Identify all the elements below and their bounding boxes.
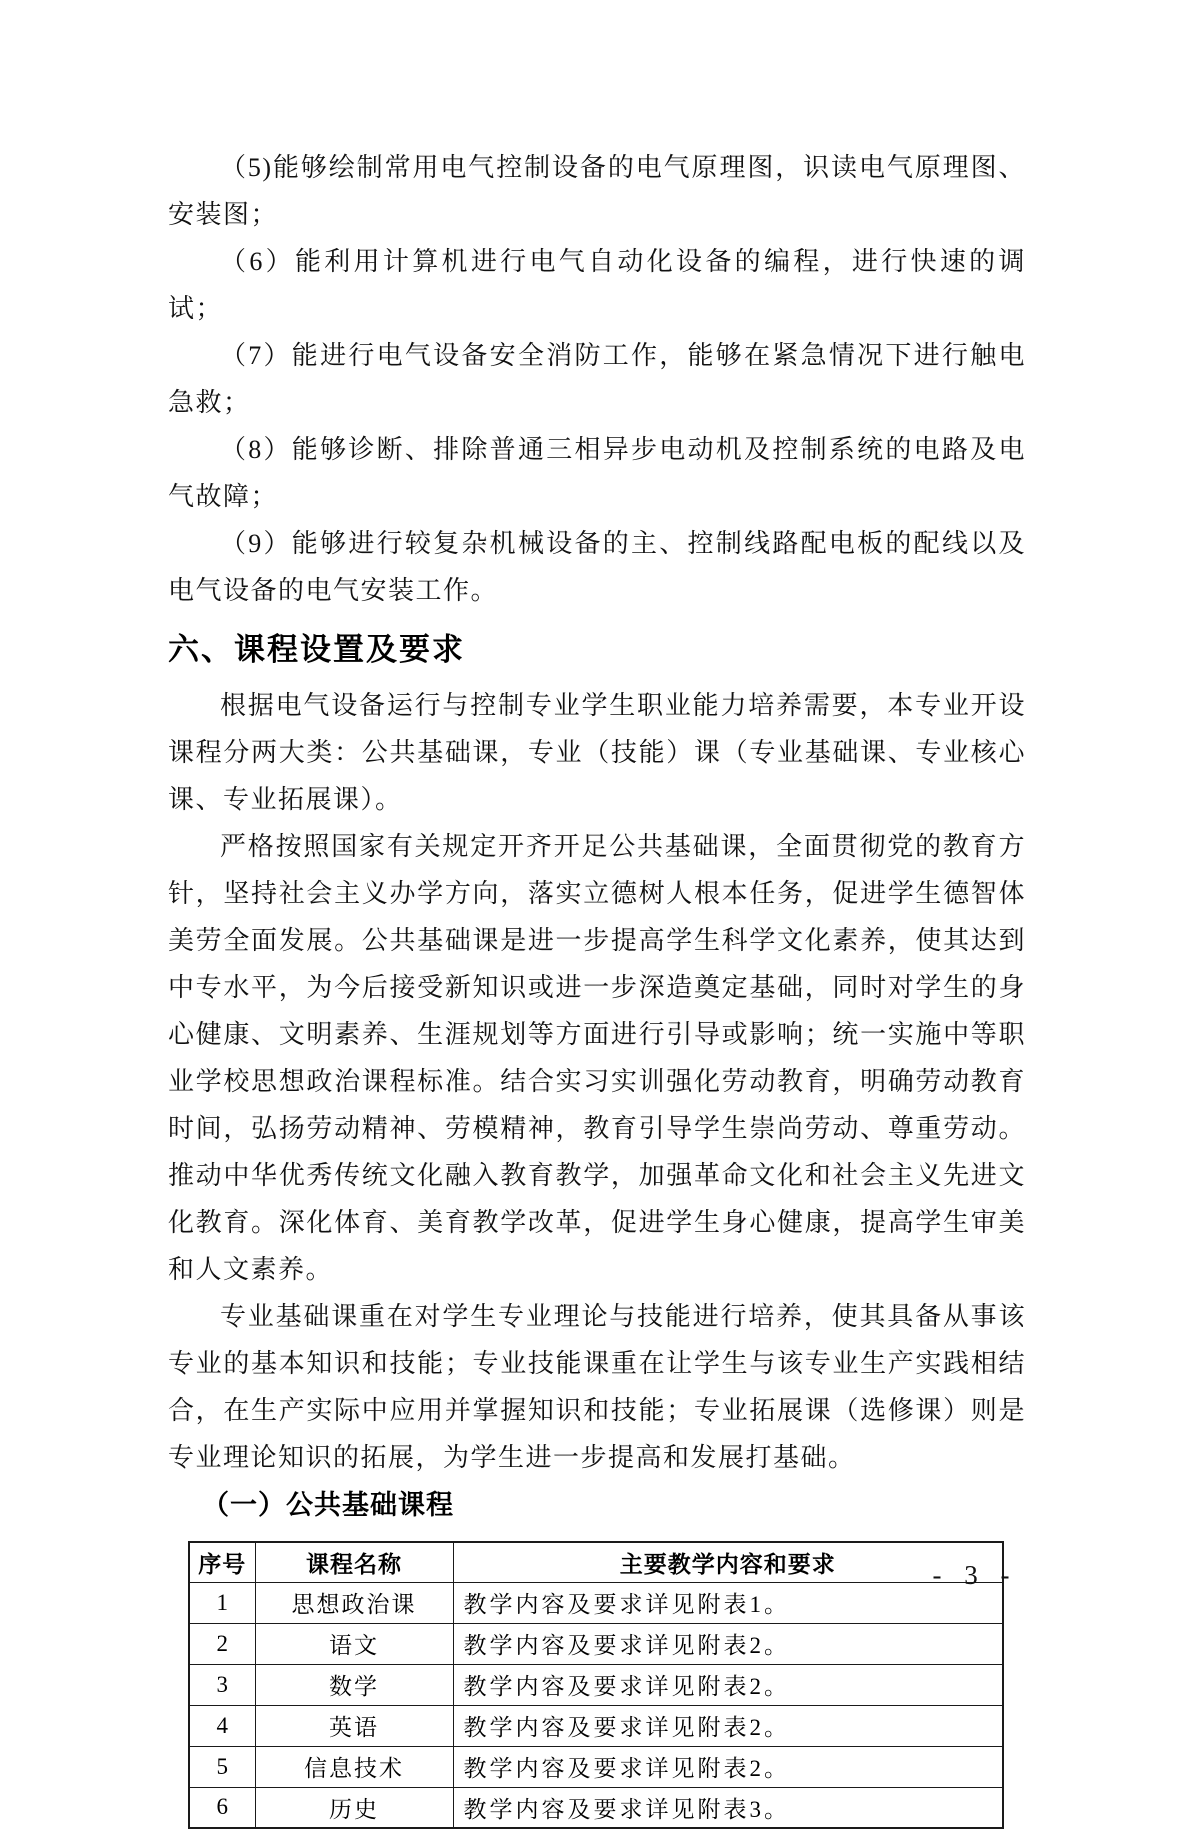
paragraph-public-basic-courses: 严格按照国家有关规定开齐开足公共基础课，全面贯彻党的教育方针，坚持社会主义办学方向，落实立德树人根本任务，促进学生德智体美劳全面发展。公共基础课是进一步提高学生科学文化素养，使其达到中专水平，为今后接受新知识或进一步深造奠定基础，同时对学生的身心健康、文明素养、生涯规划等方面进行引导或影响；统一实施中等职业学校思想政治课程标准。结合实习实训强化劳动教育，明确劳动教育时间，弘扬劳动精神、劳模精神，教育引导学生崇尚劳动、尊重劳动。推动中华优秀传统文化融入教育教学，加强革命文化和社会主义先进文化教育。深化体育、美育教学改革，促进学生身心健康，提高学生审美和人文素养。 xyxy=(168,832,1026,1284)
table-row xyxy=(189,1582,1003,1623)
table-header-content: 主要教学内容和要求 xyxy=(453,1542,1003,1582)
paragraph-overview: 根据电气设备运行与控制专业学生职业能力培养需要，本专业开设课程分两大类：公共基础课，专业（技能）课（专业基础课、专业核心课、专业拓展课）。 xyxy=(168,691,1026,814)
intro-item-5: （5)能够绘制常用电气控制设备的电气原理图，识读电气原理图、安装图； xyxy=(168,153,1026,229)
row-course: 数学 xyxy=(255,1664,453,1705)
paragraph-professional-courses: 专业基础课重在对学生专业理论与技能进行培养，使其具备从事该专业的基本知识和技能；专业技能课重在让学生与该专业生产实践相结合，在生产实际中应用并掌握知识和技能；专业拓展课（选修课）则是专业理论知识的拓展，为学生进一步提高和发展打基础。 xyxy=(168,1302,1026,1472)
row-course: 思想政治课 xyxy=(255,1582,453,1623)
row-course: 语文 xyxy=(255,1623,453,1664)
public-basic-course-table xyxy=(188,1541,1004,1829)
table-row xyxy=(189,1664,1003,1705)
intro-item-8: （8）能够诊断、排除普通三相异步电动机及控制系统的电路及电气故障； xyxy=(168,435,1026,511)
row-content: 教学内容及要求详见附表2。 xyxy=(453,1664,1003,1705)
row-course: 历史 xyxy=(255,1787,453,1828)
row-no: 6 xyxy=(189,1787,255,1828)
document-content xyxy=(168,144,1026,1829)
row-no: 1 xyxy=(189,1582,255,1623)
row-content: 教学内容及要求详见附表1。 xyxy=(453,1582,1003,1623)
page-number: - 3 - xyxy=(932,1560,1018,1590)
row-no: 3 xyxy=(189,1664,255,1705)
table-header-course: 课程名称 xyxy=(255,1542,453,1582)
row-content: 教学内容及要求详见附表2。 xyxy=(453,1746,1003,1787)
intro-item-7: （7）能进行电气设备安全消防工作，能够在紧急情况下进行触电急救； xyxy=(168,341,1026,417)
row-course: 信息技术 xyxy=(255,1746,453,1787)
table-row xyxy=(189,1746,1003,1787)
row-content: 教学内容及要求详见附表2。 xyxy=(453,1623,1003,1664)
row-no: 5 xyxy=(189,1746,255,1787)
subsection-heading: （一）公共基础课程 xyxy=(202,1490,454,1520)
table-row xyxy=(189,1787,1003,1828)
table-header-row xyxy=(189,1542,1003,1582)
table-row xyxy=(189,1623,1003,1664)
table-header-no: 序号 xyxy=(189,1542,255,1582)
intro-item-6: （6）能利用计算机进行电气自动化设备的编程，进行快速的调试； xyxy=(168,247,1026,323)
table-row xyxy=(189,1705,1003,1746)
intro-item-9: （9）能够进行较复杂机械设备的主、控制线路配电板的配线以及电气设备的电气安装工作。 xyxy=(168,529,1026,605)
section-heading: 六、课程设置及要求 xyxy=(168,632,465,667)
row-content: 教学内容及要求详见附表2。 xyxy=(453,1705,1003,1746)
row-no: 2 xyxy=(189,1623,255,1664)
row-no: 4 xyxy=(189,1705,255,1746)
row-content: 教学内容及要求详见附表3。 xyxy=(453,1787,1003,1828)
row-course: 英语 xyxy=(255,1705,453,1746)
